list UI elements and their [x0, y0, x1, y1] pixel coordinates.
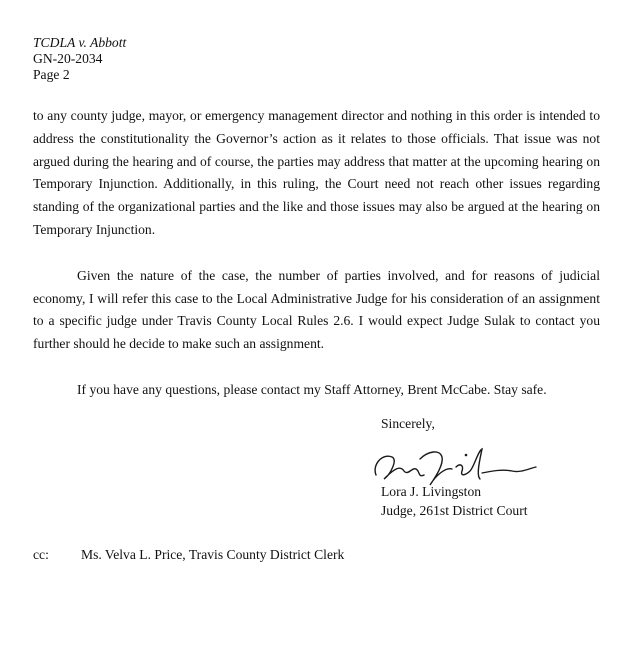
body-paragraph-2: Given the nature of the case, the number of parties involved, and for reasons of judicial economy, I will refer this case to the Local Administrative Judge for his consideration of an assignment to a specific judge under Travis County Local Rules 2.6. I would expect Judge Sulak to contact you further should he decide to make such an assignment. — [33, 267, 600, 352]
body-paragraph-3: If you have any questions, please contact my Staff Attorney, Brent McCabe. Stay safe. — [77, 381, 547, 397]
page-label: Page 2 — [33, 67, 70, 82]
signer-name: Lora J. Livingston — [381, 484, 482, 499]
letter-body — [33, 105, 600, 402]
cc-recipient: Ms. Velva L. Price, Travis County District Clerk — [81, 547, 345, 562]
document-header — [33, 35, 126, 83]
body-paragraph-1: to any county judge, mayor, or emergency management director and nothing in this order is intended to address the constitutionality the Governor’s action as it relates to those officials. That issue was not argued during the hearing and of course, the parties may address that matter at the upcoming hearing on Temporary Injunction. Additionally, in this ruling, the Court need not reach other issues regarding standing of the organizational parties and the like and those issues may also be argued at the hearing on Temporary Injunction. — [33, 108, 600, 237]
case-number: GN-20-2034 — [33, 51, 103, 66]
signature-block — [381, 482, 528, 520]
cc-label: cc: — [33, 547, 49, 562]
cc-line — [33, 544, 344, 567]
signer-title: Judge, 261st District Court — [381, 503, 528, 518]
closing-salutation: Sincerely, — [381, 416, 435, 431]
case-name: TCDLA v. Abbott — [33, 35, 127, 50]
